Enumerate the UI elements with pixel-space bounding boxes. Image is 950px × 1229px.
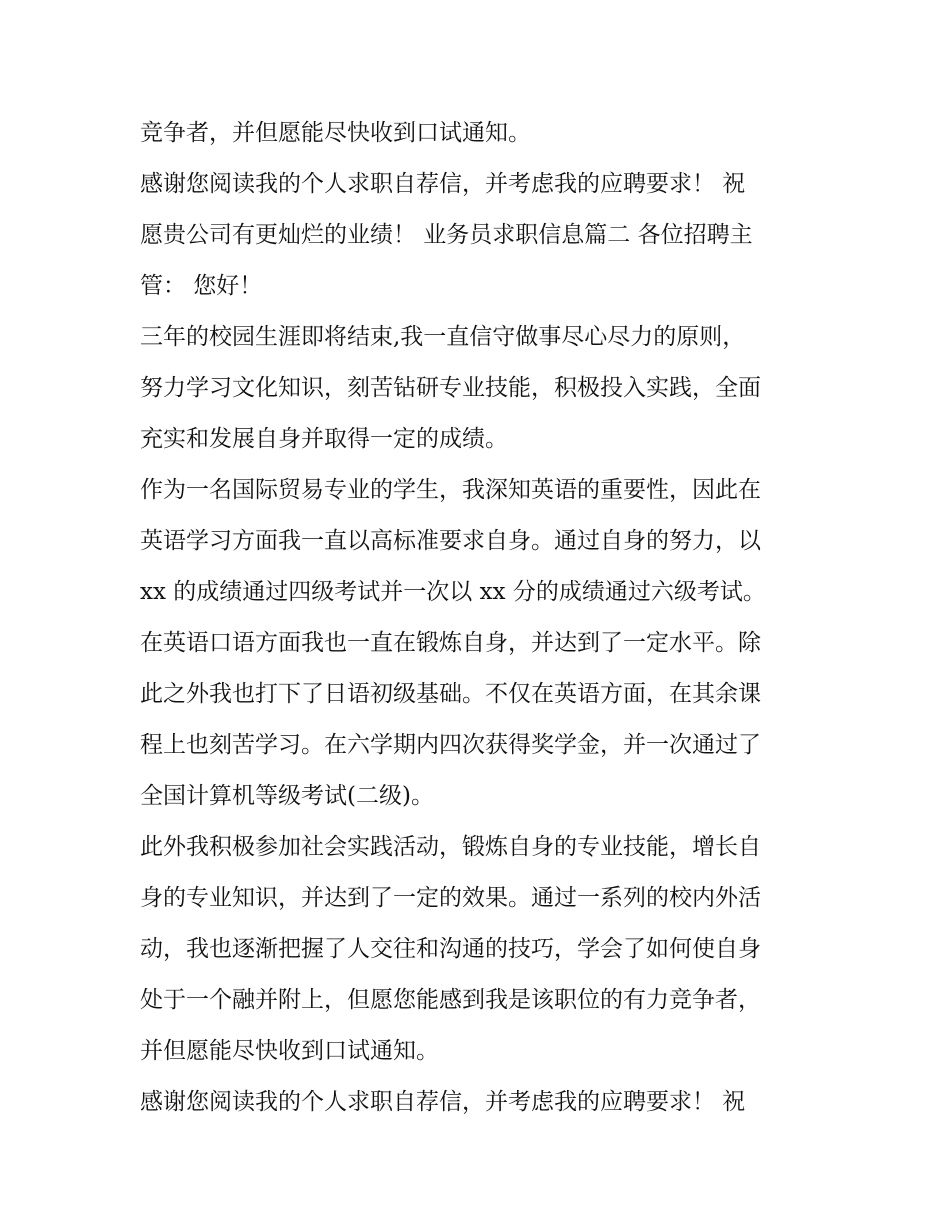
text-line-5: 三年的校园生涯即将结束,我一直信守做事尽心尽力的原则， xyxy=(140,324,746,350)
text-line-14: 全国计算机等级考试(二级)。 xyxy=(140,783,434,809)
text-line-11: 在英语口语方面我也一直在锻炼自身，并达到了一定水平。除 xyxy=(140,630,761,656)
text-line-15: 此外我积极参加社会实践活动，锻炼自身的专业技能，增长自 xyxy=(140,834,761,860)
text-line-2: 感谢您阅读我的个人求职自荐信，并考虑我的应聘要求！ 祝 xyxy=(140,171,746,197)
text-line-6: 努力学习文化知识，刻苦钻研专业技能，积极投入实践，全面 xyxy=(140,375,761,401)
text-line-16: 身的专业知识，并达到了一定的效果。通过一系列的校内外活 xyxy=(140,885,761,911)
text-line-17: 动，我也逐渐把握了人交往和沟通的技巧，学会了如何使自身 xyxy=(140,936,761,962)
text-line-1: 竞争者，并但愿能尽快收到口试通知。 xyxy=(140,120,531,146)
text-line-3: 愿贵公司有更灿烂的业绩！ 业务员求职信息篇二 各位招聘主 xyxy=(140,222,753,248)
text-line-18: 处于一个融并附上，但愿您能感到我是该职位的有力竞争者， xyxy=(140,987,761,1013)
text-line-19: 并但愿能尽快收到口试通知。 xyxy=(140,1038,439,1064)
text-line-13: 程上也刻苦学习。在六学期内四次获得奖学金，并一次通过了 xyxy=(140,732,761,758)
document-body xyxy=(140,108,830,1128)
text-line-12: 此之外我也打下了日语初级基础。不仅在英语方面，在其余课 xyxy=(140,681,761,707)
text-line-7: 充实和发展自身并取得一定的成绩。 xyxy=(140,426,508,452)
text-line-20: 感谢您阅读我的个人求职自荐信，并考虑我的应聘要求！ 祝 xyxy=(140,1089,746,1115)
text-line-8: 作为一名国际贸易专业的学生，我深知英语的重要性，因此在 xyxy=(140,477,761,503)
text-line-4: 管： 您好！ xyxy=(140,273,263,299)
text-line-10: xx 的成绩通过四级考试并一次以 xx 分的成绩通过六级考试。 xyxy=(140,579,766,605)
text-line-9: 英语学习方面我一直以高标准要求自身。通过自身的努力，以 xyxy=(140,528,761,554)
